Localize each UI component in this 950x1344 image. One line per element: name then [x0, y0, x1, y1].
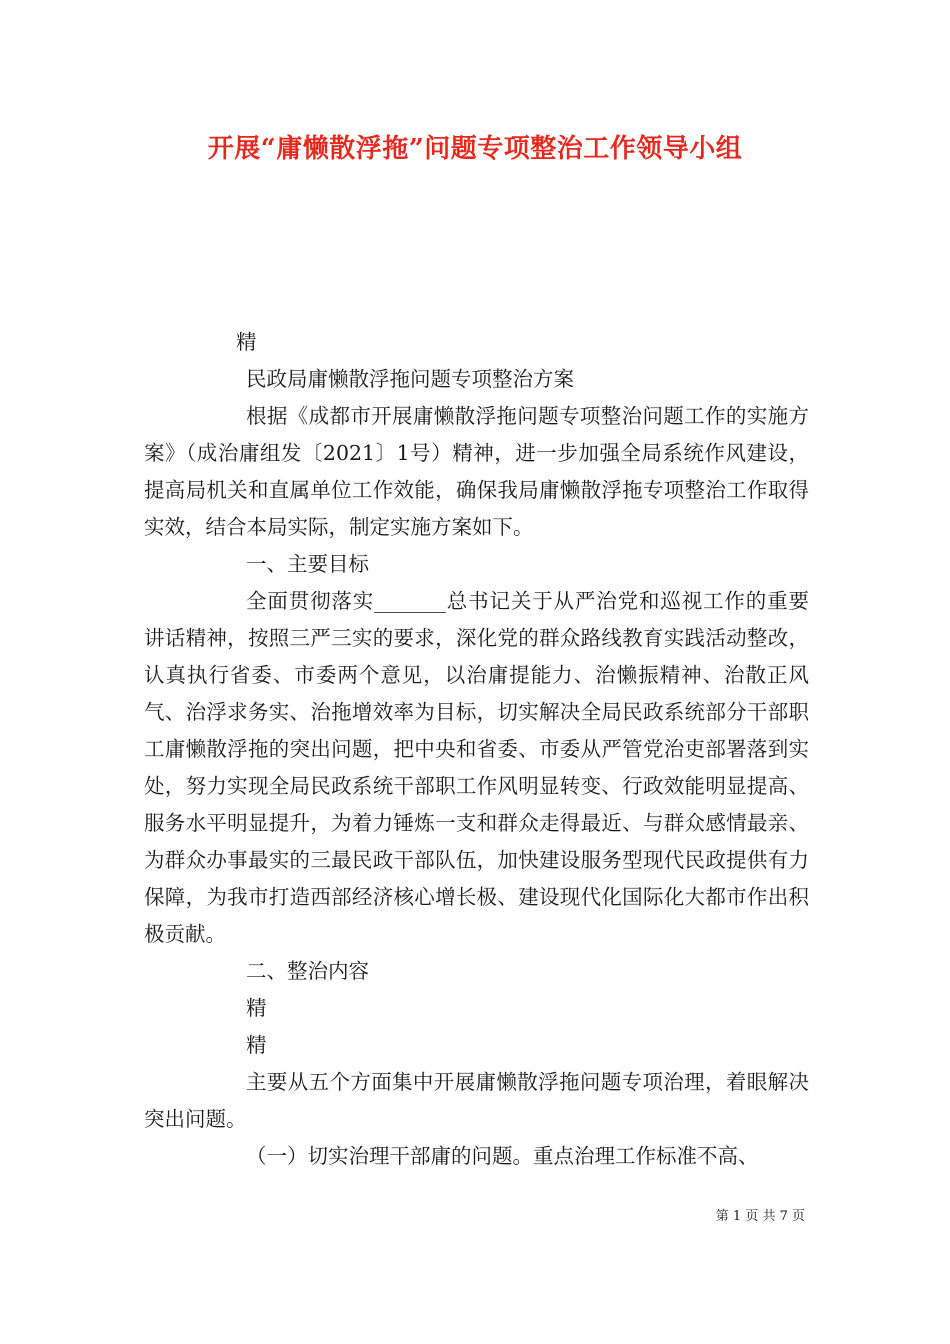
- paragraph: 精: [246, 1033, 267, 1057]
- document-body: [144, 324, 809, 1175]
- paragraph: （一）切实治理干部庸的问题。重点治理工作标准不高、: [246, 1144, 759, 1168]
- paragraph: 民政局庸懒散浮拖问题专项整治方案: [246, 367, 574, 391]
- document-title: 开展“庸懒散浮拖”问题专项整治工作领导小组: [207, 134, 743, 164]
- paragraph: 精: [236, 330, 257, 354]
- page-number: 第 1 页 共 7 页: [715, 1209, 805, 1224]
- paragraph: 精: [246, 996, 267, 1020]
- section-heading: 一、主要目标: [246, 552, 369, 576]
- paragraph: 主要从五个方面集中开展庸懒散浮拖问题专项治理，着眼解决突出问题。: [144, 1070, 809, 1131]
- section-heading: 二、整治内容: [246, 959, 369, 983]
- paragraph: 全面贯彻落实_______总书记关于从严治党和巡视工作的重要讲话精神，按照三严三实的要求，深化党的群众路线教育实践活动整改，认真执行省委、市委两个意见，以治庸提能力、治懒振精神、治散正风气、治浮求务实、治拖增效率为目标，切实解决全局民政系统部分干部职工庸懒散浮拖的突出问题，把中央和省委、市委从严管党治吏部署落到实处，努力实现全局民政系统干部职工作风明显转变、行政效能明显提高、服务水平明显提升，为着力锤炼一支和群众走得最近、与群众感情最亲、为群众办事最实的三最民政干部队伍，加快建设服务型现代民政提供有力保障，为我市打造西部经济核心增长极、建设现代化国际化大都市作出积极贡献。: [144, 589, 809, 946]
- paragraph: 根据《成都市开展庸懒散浮拖问题专项整治问题工作的实施方案》（成治庸组发〔2021〕1号）精神，进一步加强全局系统作风建设，提高局机关和直属单位工作效能，确保我局庸懒散浮拖专项整治工作取得实效，结合本局实际，制定实施方案如下。: [144, 404, 809, 539]
